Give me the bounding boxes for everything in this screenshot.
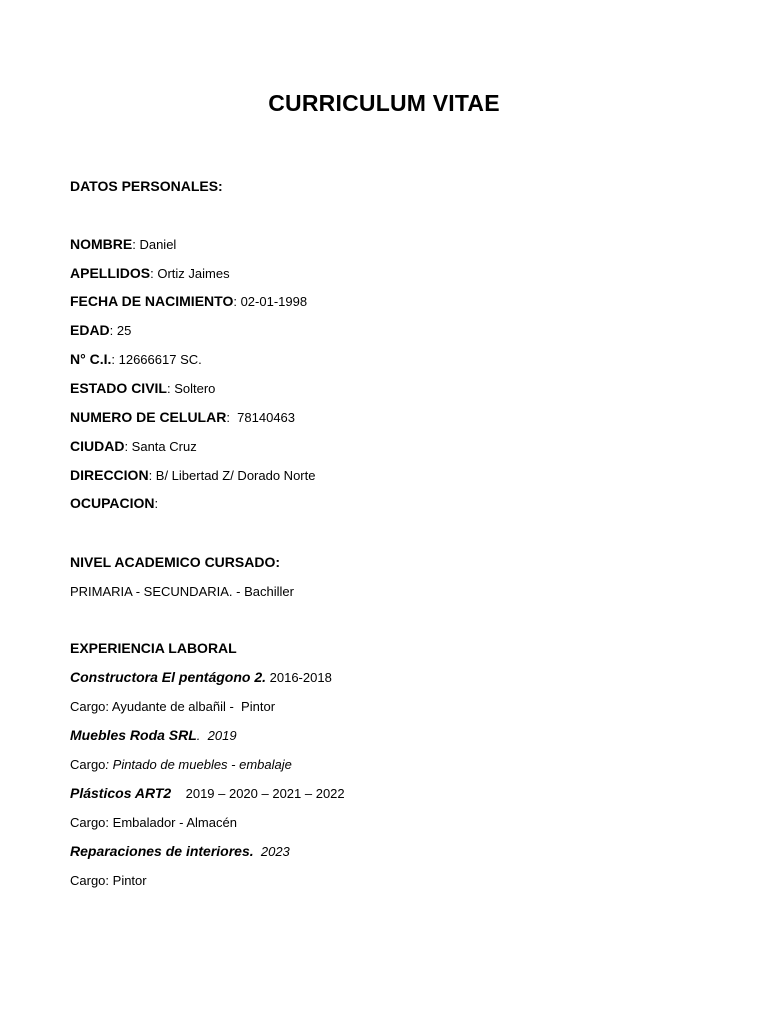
personal-data-heading: DATOS PERSONALES: xyxy=(70,178,223,194)
cargo-value: : Embalador - Almacén xyxy=(105,815,237,830)
page-title: CURRICULUM VITAE xyxy=(268,90,500,116)
field-label: DIRECCION xyxy=(70,467,149,483)
job-years: 2023 xyxy=(253,844,290,859)
cargo-label: Cargo xyxy=(70,815,106,830)
job-entry xyxy=(70,727,237,743)
field-label: CIUDAD xyxy=(70,438,125,454)
job-company: Muebles Roda SRL xyxy=(70,727,197,743)
job-cargo xyxy=(70,757,292,772)
job-company: Plásticos ART2 xyxy=(70,785,172,801)
field-estado-civil xyxy=(70,380,215,396)
field-ci xyxy=(70,351,202,367)
cargo-value: : Pintado de muebles - embalaje xyxy=(105,757,292,772)
field-label: NUMERO DE CELULAR xyxy=(70,409,227,425)
field-label: N° C.I. xyxy=(70,351,112,367)
cargo-label: Cargo xyxy=(70,699,106,714)
field-ciudad xyxy=(70,438,197,454)
field-value: : Daniel xyxy=(132,237,177,252)
field-label: EDAD xyxy=(70,322,110,338)
job-years: 2016-2018 xyxy=(266,670,332,685)
field-value: : Santa Cruz xyxy=(124,439,197,454)
cargo-value: : Pintor xyxy=(105,873,147,888)
job-cargo xyxy=(70,815,237,830)
job-cargo xyxy=(70,873,147,888)
cargo-label: Cargo xyxy=(70,873,106,888)
field-fecha-nacimiento xyxy=(70,293,307,309)
field-value: : B/ Libertad Z/ Dorado Norte xyxy=(148,468,316,483)
field-ocupacion xyxy=(70,495,158,511)
cargo-value: : Ayudante de albañil - Pintor xyxy=(105,699,276,714)
cargo-label: Cargo xyxy=(70,757,106,772)
academic-heading: NIVEL ACADEMICO CURSADO: xyxy=(70,554,281,570)
experience-heading: EXPERIENCIA LABORAL xyxy=(70,640,237,656)
field-value: : Soltero xyxy=(166,381,216,396)
job-company: Constructora El pentágono 2. xyxy=(70,669,267,685)
field-edad xyxy=(70,322,131,338)
field-value: : 02-01-1998 xyxy=(233,294,308,309)
field-nombre xyxy=(70,236,176,252)
job-years: . 2019 xyxy=(196,728,237,743)
field-value: : 78140463 xyxy=(226,410,296,425)
field-label: APELLIDOS xyxy=(70,265,151,281)
field-value: : 25 xyxy=(109,323,132,338)
job-entry xyxy=(70,669,332,685)
job-cargo xyxy=(70,699,275,714)
field-label: OCUPACION xyxy=(70,495,155,511)
job-years: 2019 – 2020 – 2021 – 2022 xyxy=(171,786,345,801)
job-entry xyxy=(70,785,345,801)
field-value: : 12666617 SC. xyxy=(111,352,202,367)
job-entry xyxy=(70,843,290,859)
field-direccion xyxy=(70,467,315,483)
field-value: : Ortiz Jaimes xyxy=(150,266,230,281)
field-apellidos xyxy=(70,265,230,281)
field-value: : xyxy=(154,496,159,511)
field-celular xyxy=(70,409,295,425)
field-label: ESTADO CIVIL xyxy=(70,380,167,396)
job-company: Reparaciones de interiores. xyxy=(70,843,254,859)
academic-value: PRIMARIA - SECUNDARIA. - Bachiller xyxy=(70,584,294,599)
field-label: NOMBRE xyxy=(70,236,133,252)
field-label: FECHA DE NACIMIENTO xyxy=(70,293,234,309)
